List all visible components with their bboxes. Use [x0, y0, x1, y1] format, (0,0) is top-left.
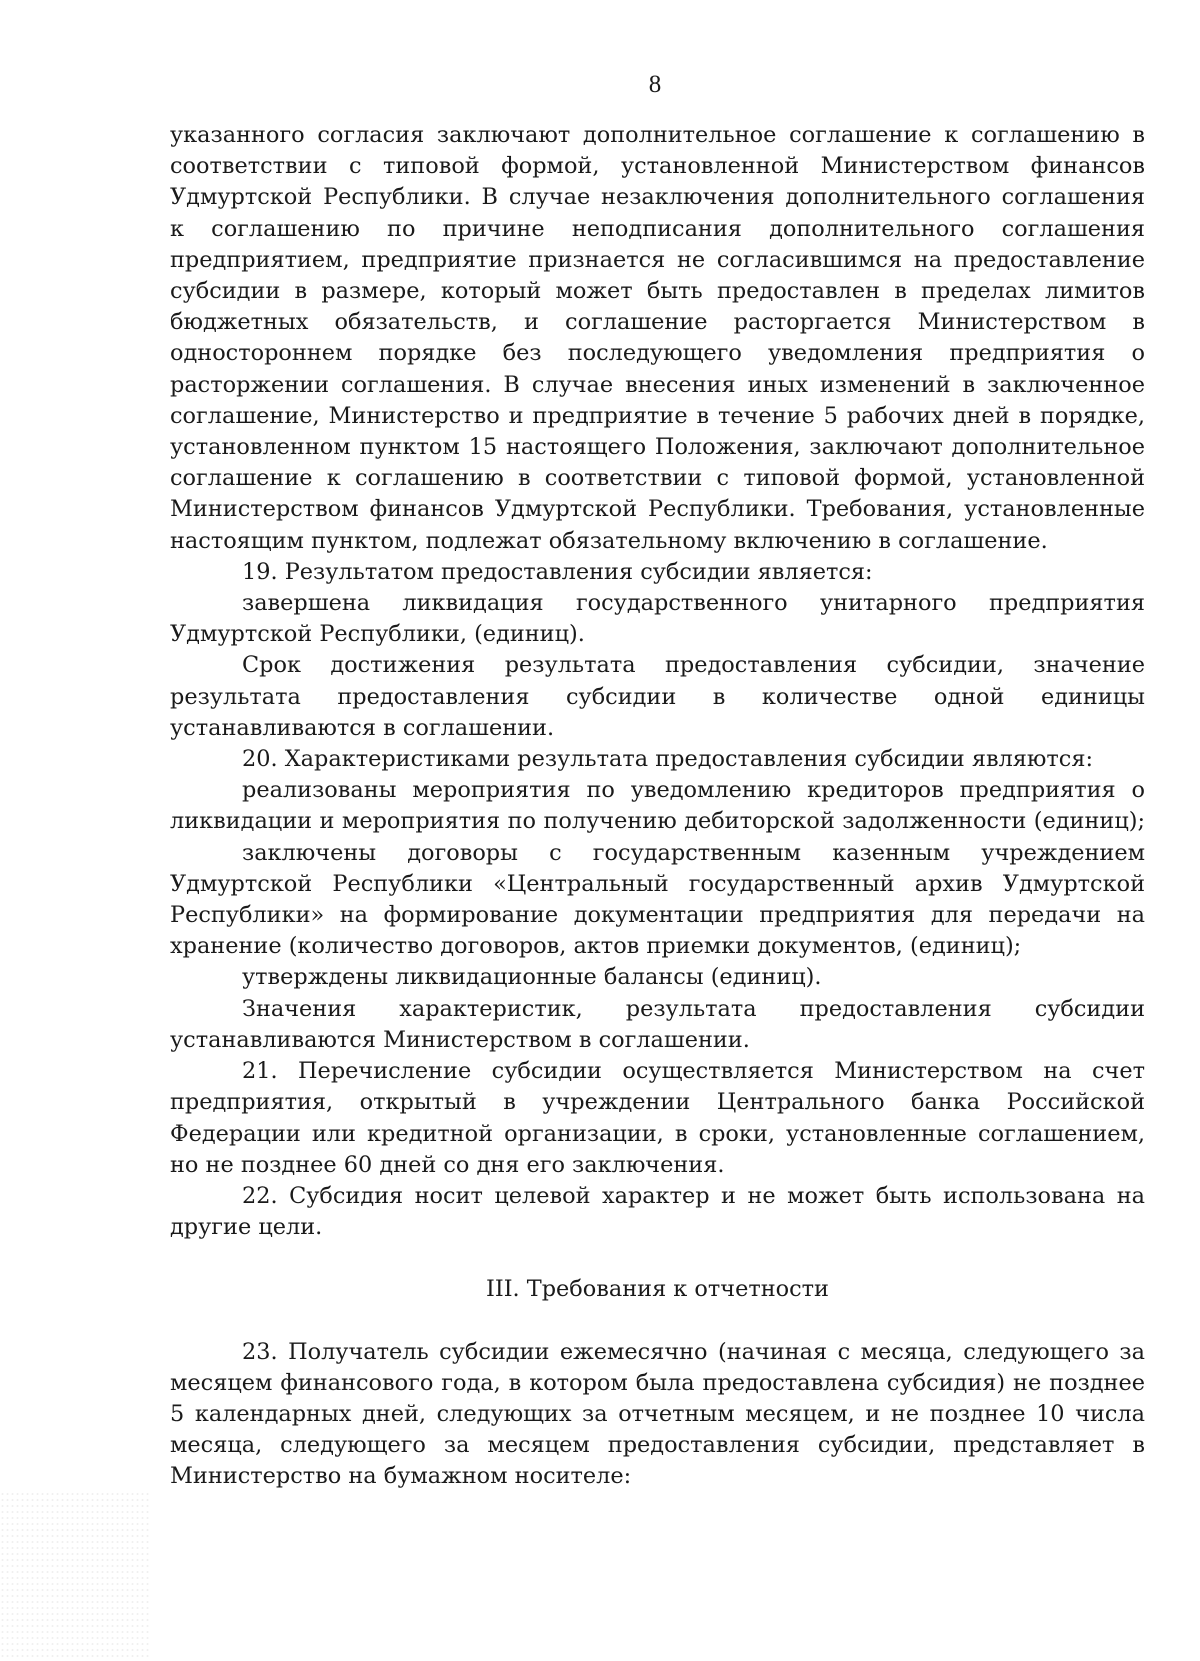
text-line: предприятием, предприятие признается не согласившимся на предоставление [170, 246, 1145, 273]
text-line: месяца, следующего за месяцем предоставления субсидии, представляет в [170, 1432, 1145, 1459]
text-line: месяцем финансового года, в котором была предоставлена субсидия) не позднее [170, 1369, 1145, 1396]
text-line: 19. Результатом предоставления субсидии является: [242, 558, 873, 585]
text-line: расторжении соглашения. В случае внесения иных изменений в заключенное [170, 371, 1145, 398]
text-line: одностороннем порядке без последующего уведомления предприятия о [170, 340, 1145, 367]
text-line: устанавливаются в соглашении. [170, 714, 555, 741]
text-line: 20. Характеристиками результата предоставления субсидии являются: [242, 746, 1094, 773]
text-line: к соглашению по причине неподписания дополнительного соглашения [170, 215, 1145, 242]
text-line: хранение (количество договоров, актов приемки документов, (единиц); [170, 933, 1022, 960]
text-line: 5 календарных дней, следующих за отчетным месяцем, и не позднее 10 числа [170, 1400, 1145, 1427]
section-heading: III. Требования к отчетности [486, 1276, 829, 1303]
text-line: ликвидации и мероприятия по получению дебиторской задолженности (единиц); [170, 808, 1145, 835]
text-line: установленном пунктом 15 настоящего Положения, заключают дополнительное [170, 434, 1145, 461]
text-line: Удмуртской Республики, (единиц). [170, 621, 585, 648]
text-line: соглашение, Министерство и предприятие в течение 5 рабочих дней в порядке, [170, 402, 1145, 429]
text-line: соглашение к соглашению в соответствии с типовой формой, установленной [170, 465, 1145, 492]
text-line: соответствии с типовой формой, установленной Министерством финансов [170, 153, 1145, 180]
text-line: завершена ликвидация государственного унитарного предприятия [242, 590, 1145, 617]
text-line: 23. Получатель субсидии ежемесячно (начиная с месяца, следующего за [242, 1338, 1145, 1365]
text-line: Министерство на бумажном носителе: [170, 1463, 632, 1490]
text-line: настоящим пунктом, подлежат обязательному включению в соглашение. [170, 527, 1048, 554]
text-line: 22. Субсидия носит целевой характер и не может быть использована на [242, 1182, 1145, 1209]
document-body [170, 120, 1145, 1493]
text-line: указанного согласия заключают дополнительное соглашение к соглашению в [170, 122, 1145, 148]
page-number: 8 [648, 71, 662, 98]
text-line: субсидии в размере, который может быть предоставлен в пределах лимитов [170, 278, 1145, 305]
text-line: 21. Перечисление субсидии осуществляется Министерством на счет [242, 1058, 1145, 1085]
text-line: Республики» на формирование документации предприятия для передачи на [170, 902, 1145, 929]
text-line: Удмуртской Республики. В случае незаключения дополнительного соглашения [170, 184, 1145, 211]
text-line: устанавливаются Министерством в соглашении. [170, 1026, 750, 1053]
text-block-main [170, 120, 1145, 1243]
text-line: предприятия, открытый в учреждении Центрального банка Российской [170, 1089, 1145, 1116]
scan-noise [0, 1491, 150, 1661]
text-line: Удмуртской Республики «Центральный государственный архив Удмуртской [170, 870, 1145, 897]
text-line: Федерации или кредитной организации, в сроки, установленные соглашением, [170, 1120, 1145, 1147]
text-line: другие цели. [170, 1214, 323, 1241]
text-block-reporting [170, 1337, 1145, 1493]
text-line: Срок достижения результата предоставления субсидии, значение [242, 652, 1145, 679]
text-line: результата предоставления субсидии в количестве одной единицы [170, 683, 1145, 710]
text-line: бюджетных обязательств, и соглашение расторгается Министерством в [170, 309, 1145, 336]
text-line: заключены договоры с государственным казенным учреждением [242, 839, 1145, 866]
text-line: реализованы мероприятия по уведомлению кредиторов предприятия о [242, 777, 1145, 804]
text-line: утверждены ликвидационные балансы (единиц). [242, 964, 822, 991]
text-line: Значения характеристик, результата предоставления субсидии [242, 995, 1145, 1022]
text-line: но не позднее 60 дней со дня его заключения. [170, 1151, 725, 1178]
text-line: Министерством финансов Удмуртской Республики. Требования, установленные [170, 496, 1145, 523]
